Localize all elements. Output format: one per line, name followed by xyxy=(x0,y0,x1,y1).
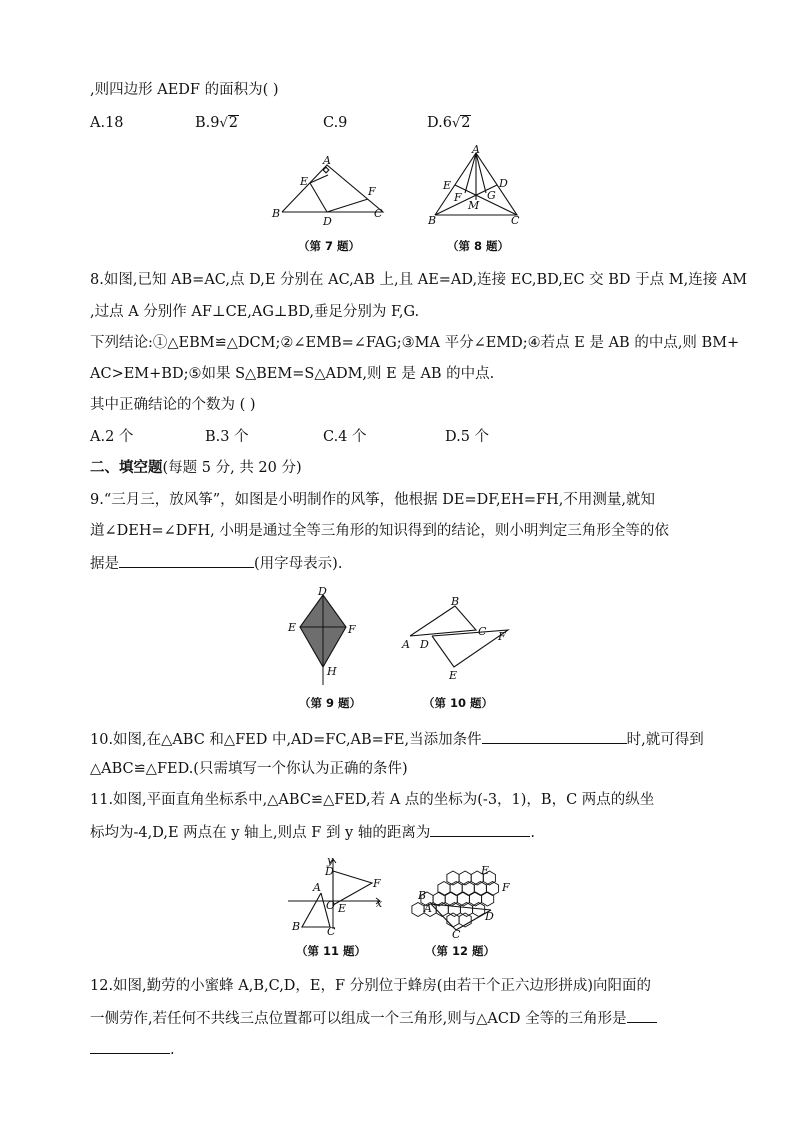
fig12-label-a: A xyxy=(424,902,432,915)
fig12-line-ac xyxy=(431,904,456,930)
caption-fig11: （第 11 题） xyxy=(296,944,367,958)
fig11-triangle-fed xyxy=(333,871,372,905)
fig10-label-f: F xyxy=(498,630,506,643)
fig10-label-b: B xyxy=(451,595,460,608)
fig11-label-y: y xyxy=(327,855,334,867)
fig11-label-x: x xyxy=(376,897,383,910)
figure-7 xyxy=(270,155,390,230)
fig10-triangle-abc xyxy=(410,606,476,636)
fig8-label-c: C xyxy=(511,214,520,227)
q11-line2: 标均为-4,D,E 两点在 y 轴上,则点 F 到 y 轴的距离为 . xyxy=(90,821,535,843)
q8-line5: 其中正确结论的个数为 ( ) xyxy=(90,397,256,413)
fig12-label-b: B xyxy=(418,889,427,902)
q7-option-a: A.18 xyxy=(90,115,124,131)
q9-line3: 据是 (用字母表示). xyxy=(90,552,342,574)
figure-8 xyxy=(425,145,525,227)
fig12-label-f: F xyxy=(502,881,510,894)
fig11-label-o: O xyxy=(326,899,336,912)
fig9-label-e: E xyxy=(288,621,297,634)
caption-fig10: （第 10 题） xyxy=(423,696,494,710)
q7-option-b: B.9√2 xyxy=(195,115,239,131)
q8-line1: 8.如图,已知 AB=AC,点 D,E 分别在 AC,AB 上,且 AE=AD,连接 EC,BD,EC 交 BD 于点 M,连接 AM xyxy=(90,272,748,288)
figure-9 xyxy=(283,585,363,687)
fig11-label-e: E xyxy=(338,902,347,915)
fig8-label-a: A xyxy=(472,145,480,156)
fig8-label-f: F xyxy=(454,191,462,204)
fig12-hexagon-cell xyxy=(482,892,494,906)
fig12-label-d: D xyxy=(485,910,494,923)
q7-option-d: D.6√2 xyxy=(427,115,471,131)
q12-line2: 一侧劳作,若任何不共线三点位置都可以组成一个三角形,则与△ACD 全等的三角形是 xyxy=(90,1007,657,1029)
q10-answer-blank[interactable] xyxy=(482,728,627,744)
figure-12 xyxy=(405,858,520,938)
fig12-label-c: C xyxy=(452,928,461,938)
q11-line1: 11.如图,平面直角坐标系中,△ABC≌△FED,若 A 点的坐标为(-3，1)，B，C 两点的纵坐 xyxy=(90,792,655,808)
figure-10 xyxy=(398,592,518,682)
fig8-label-g: G xyxy=(487,189,496,202)
fig8-line-af xyxy=(465,153,476,193)
fig12-label-e: E xyxy=(481,864,490,877)
q8-option-c: C.4 个 xyxy=(323,429,367,445)
fig7-label-f: F xyxy=(368,185,376,198)
fig8-label-e: E xyxy=(443,179,452,192)
fig8-label-d: D xyxy=(499,177,508,190)
figure-11 xyxy=(280,855,390,935)
q12-answer-blank-a[interactable] xyxy=(627,1007,657,1023)
fig9-label-h: H xyxy=(327,665,337,678)
section-heading: 二、填空题(每题 5 分, 共 20 分) xyxy=(90,460,302,476)
q9-line1: 9.“三月三，放风筝”，如图是小明制作的风筝，他根据 DE=DF,EH=FH,不用测量,就知 xyxy=(90,492,655,508)
q7-stem-tail: ,则四边形 AEDF 的面积为( ) xyxy=(90,82,279,98)
q9-answer-blank[interactable] xyxy=(119,552,254,568)
caption-fig9: （第 9 题） xyxy=(299,696,362,710)
fig10-triangle-fed xyxy=(432,630,508,667)
q12-line1: 12.如图,勤劳的小蜜蜂 A,B,C,D，E，F 分别位于蜂房(由若干个正六边形拼成)向阳面的 xyxy=(90,978,652,994)
fig7-label-e: E xyxy=(300,175,309,188)
fig7-label-d: D xyxy=(323,215,332,228)
q8-line4: AC>EM+BD;⑤如果 S△BEM=S△ADM,则 E 是 AB 的中点. xyxy=(90,366,495,382)
fig11-label-d: D xyxy=(325,865,334,878)
q10-line2: △ABC≌△FED.(只需填写一个你认为正确的条件) xyxy=(90,761,408,777)
fig12-hexagon-cell xyxy=(412,903,424,917)
fig12-hexagon-cell xyxy=(447,913,459,927)
fig7-line-ea xyxy=(310,175,328,183)
fig7-line-df xyxy=(327,199,368,212)
q10-line1: 10.如图,在△ABC 和△FED 中,AD=FC,AB=FE,当添加条件 时,就可得到 xyxy=(90,728,704,750)
fig11-label-f: F xyxy=(373,877,381,890)
fig7-label-a: A xyxy=(323,155,331,167)
fig7-label-b: B xyxy=(272,207,281,220)
q12-line3: . xyxy=(90,1038,175,1060)
q9-line2: 道∠DEH=∠DFH, 小明是通过全等三角形的知识得到的结论，则小明判定三角形全等的依 xyxy=(90,523,669,539)
fig9-label-f: F xyxy=(348,623,356,636)
q8-line3: 下列结论:①△EBM≌△DCM;②∠EMB=∠FAG;③MA 平分∠EMD;④若点 E 是 AB 的中点,则 BM+ xyxy=(90,335,740,351)
fig11-label-a: A xyxy=(313,881,321,894)
fig10-label-d: D xyxy=(420,638,429,651)
fig8-label-b: B xyxy=(428,214,437,227)
fig10-label-a: A xyxy=(402,638,410,651)
q7-option-c: C.9 xyxy=(323,115,348,131)
caption-fig12: （第 12 题） xyxy=(425,944,496,958)
fig10-label-e: E xyxy=(449,669,458,682)
fig7-line-ed xyxy=(310,183,327,212)
q8-line2: ,过点 A 分别作 AF⊥CE,AG⊥BD,垂足分别为 F,G. xyxy=(90,304,420,320)
fig9-label-d: D xyxy=(318,585,327,598)
q8-option-d: D.5 个 xyxy=(445,429,490,445)
fig11-label-b: B xyxy=(292,920,301,933)
q12-answer-blank-b[interactable] xyxy=(90,1038,170,1054)
fig8-label-m: M xyxy=(468,199,480,212)
q8-option-b: B.3 个 xyxy=(205,429,249,445)
caption-fig7: （第 7 题） xyxy=(298,239,361,253)
fig10-label-c: C xyxy=(478,625,487,638)
q8-option-a: A.2 个 xyxy=(90,429,134,445)
caption-fig8: （第 8 题） xyxy=(447,239,510,253)
q11-answer-blank[interactable] xyxy=(430,821,530,837)
fig7-label-c: C xyxy=(374,207,383,220)
fig8-line-ag xyxy=(476,153,486,193)
fig11-label-c: C xyxy=(327,925,336,935)
